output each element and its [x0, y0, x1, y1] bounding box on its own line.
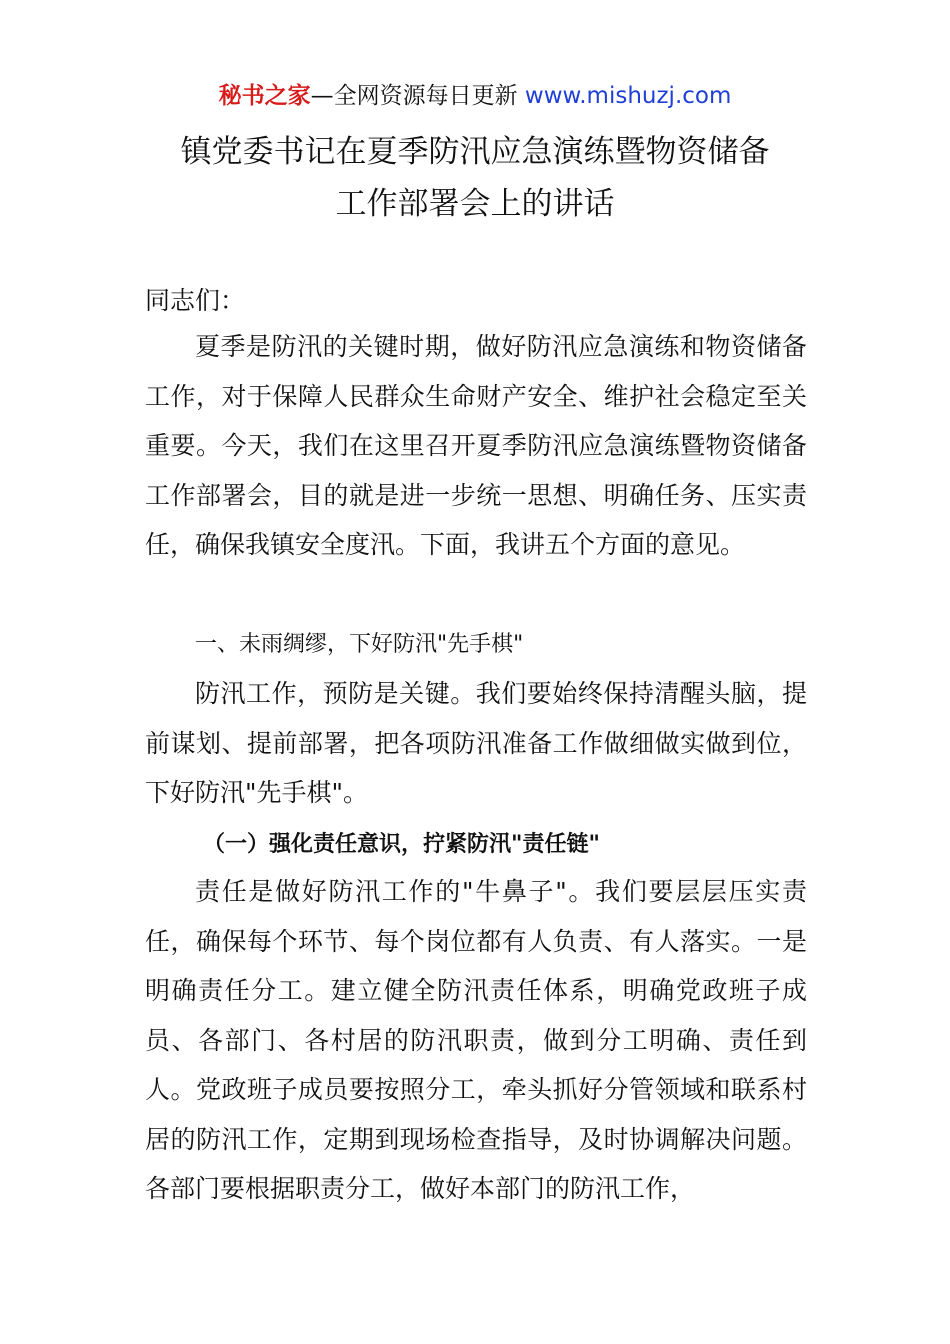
salutation: 同志们： [145, 286, 246, 315]
site-brand: 秘书之家 [218, 83, 311, 109]
site-tagline: —全网资源每日更新 [310, 83, 518, 109]
subsection-heading-1: （一）强化责任意识，拧紧防汛"责任链" [203, 832, 600, 857]
site-header [0, 80, 950, 112]
paragraph-intro: 夏季是防汛的关键时期，做好防汛应急演练和物资储备工作，对于保障人民群众生命财产安全、维护社会稳定至关重要。今天，我们在这里召开夏季防汛应急演练暨物资储备工作部署会，目的就是进一步统一思想、明确任务、压实责任，确保我镇安全度汛。下面，我讲五个方面的意见。 [145, 332, 807, 559]
site-url-link[interactable]: www.mishuzj.com [524, 83, 732, 109]
document-title [0, 126, 950, 230]
document-title-line-1: 镇党委书记在夏季防汛应急演练暨物资储备 [180, 134, 770, 170]
document-title-line-2: 工作部署会上的讲话 [335, 186, 615, 222]
paragraph-subsection-1: 责任是做好防汛工作的"牛鼻子"。我们要层层压实责任，确保每个环节、每个岗位都有人负责、有人落实。一是明确责任分工。建立健全防汛责任体系，明确党政班子成员、各部门、各村居的防汛职责，做到分工明确、责任到人。党政班子成员要按照分工，牵头抓好分管领域和联系村居的防汛工作，定期到现场检查指导，及时协调解决问题。各部门要根据职责分工，做好本部门的防汛工作， [145, 877, 807, 1203]
section-heading-1: 一、未雨绸缪，下好防汛"先手棋" [195, 632, 524, 657]
paragraph-section-1: 防汛工作，预防是关键。我们要始终保持清醒头脑，提前谋划、提前部署，把各项防汛准备工作做细做实做到位，下好防汛"先手棋"。 [145, 679, 807, 807]
